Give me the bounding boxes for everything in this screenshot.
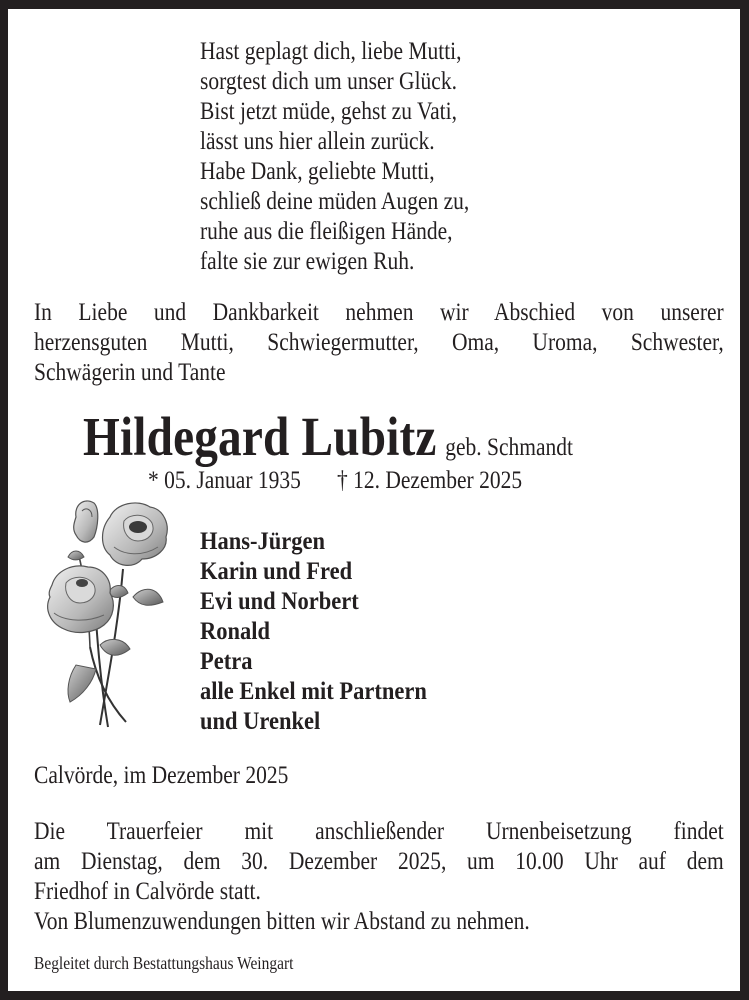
mourner: Hans-Jürgen xyxy=(200,528,326,555)
service-line: Von Blumenzuwendungen bitten wir Abstand zu nehmen. xyxy=(34,908,530,935)
poem-line: sorgtest dich um unser Glück. xyxy=(200,68,457,95)
poem-line: Habe Dank, geliebte Mutti, xyxy=(200,158,435,185)
deceased-name: Hildegard Lubitz xyxy=(83,406,437,467)
birth-date: * 05. Januar 1935 xyxy=(148,467,301,494)
mourner: Petra xyxy=(200,648,253,675)
intro-line: In Liebe und Dankbarkeit nehmen wir Abschied von unserer xyxy=(34,299,724,326)
service-line: Die Trauerfeier mit anschließender Urnenbeisetzung findet xyxy=(34,818,724,845)
intro-line: Schwägerin und Tante xyxy=(34,359,226,386)
mourner: Evi und Norbert xyxy=(200,588,359,615)
poem-line: lässt uns hier allein zurück. xyxy=(200,128,435,155)
intro-paragraph xyxy=(34,298,724,388)
poem-line: falte sie zur ewigen Ruh. xyxy=(200,248,415,275)
poem-line: Bist jetzt müde, gehst zu Vati, xyxy=(200,98,457,125)
poem xyxy=(200,37,513,277)
poem-line: schließ deine müden Augen zu, xyxy=(200,188,470,215)
birth-name: geb. Schmandt xyxy=(445,434,573,461)
service-line: Friedhof in Calvörde statt. xyxy=(34,878,261,905)
service-line: am Dienstag, dem 30. Dezember 2025, um 10.00 Uhr auf dem xyxy=(34,848,724,875)
death-date: † 12. Dezember 2025 xyxy=(336,467,523,494)
service-details xyxy=(34,817,724,937)
roses-icon xyxy=(38,497,188,732)
mourners-list xyxy=(200,527,452,737)
intro-line: herzensguten Mutti, Schwiegermutter, Oma, Uroma, Schwester, xyxy=(34,329,724,356)
life-dates xyxy=(148,466,583,496)
place-date: Calvörde, im Dezember 2025 xyxy=(34,762,289,789)
mourner: alle Enkel mit Partnern xyxy=(200,678,427,705)
mourner: und Urenkel xyxy=(200,708,321,735)
mourner: Ronald xyxy=(200,618,271,645)
poem-line: ruhe aus die fleißigen Hände, xyxy=(200,218,453,245)
mourner: Karin und Fred xyxy=(200,558,353,585)
funeral-home-credit: Begleitet durch Bestattungshaus Weingart xyxy=(34,953,294,973)
poem-line: Hast geplagt dich, liebe Mutti, xyxy=(200,38,462,65)
deceased-name-row xyxy=(83,407,653,467)
